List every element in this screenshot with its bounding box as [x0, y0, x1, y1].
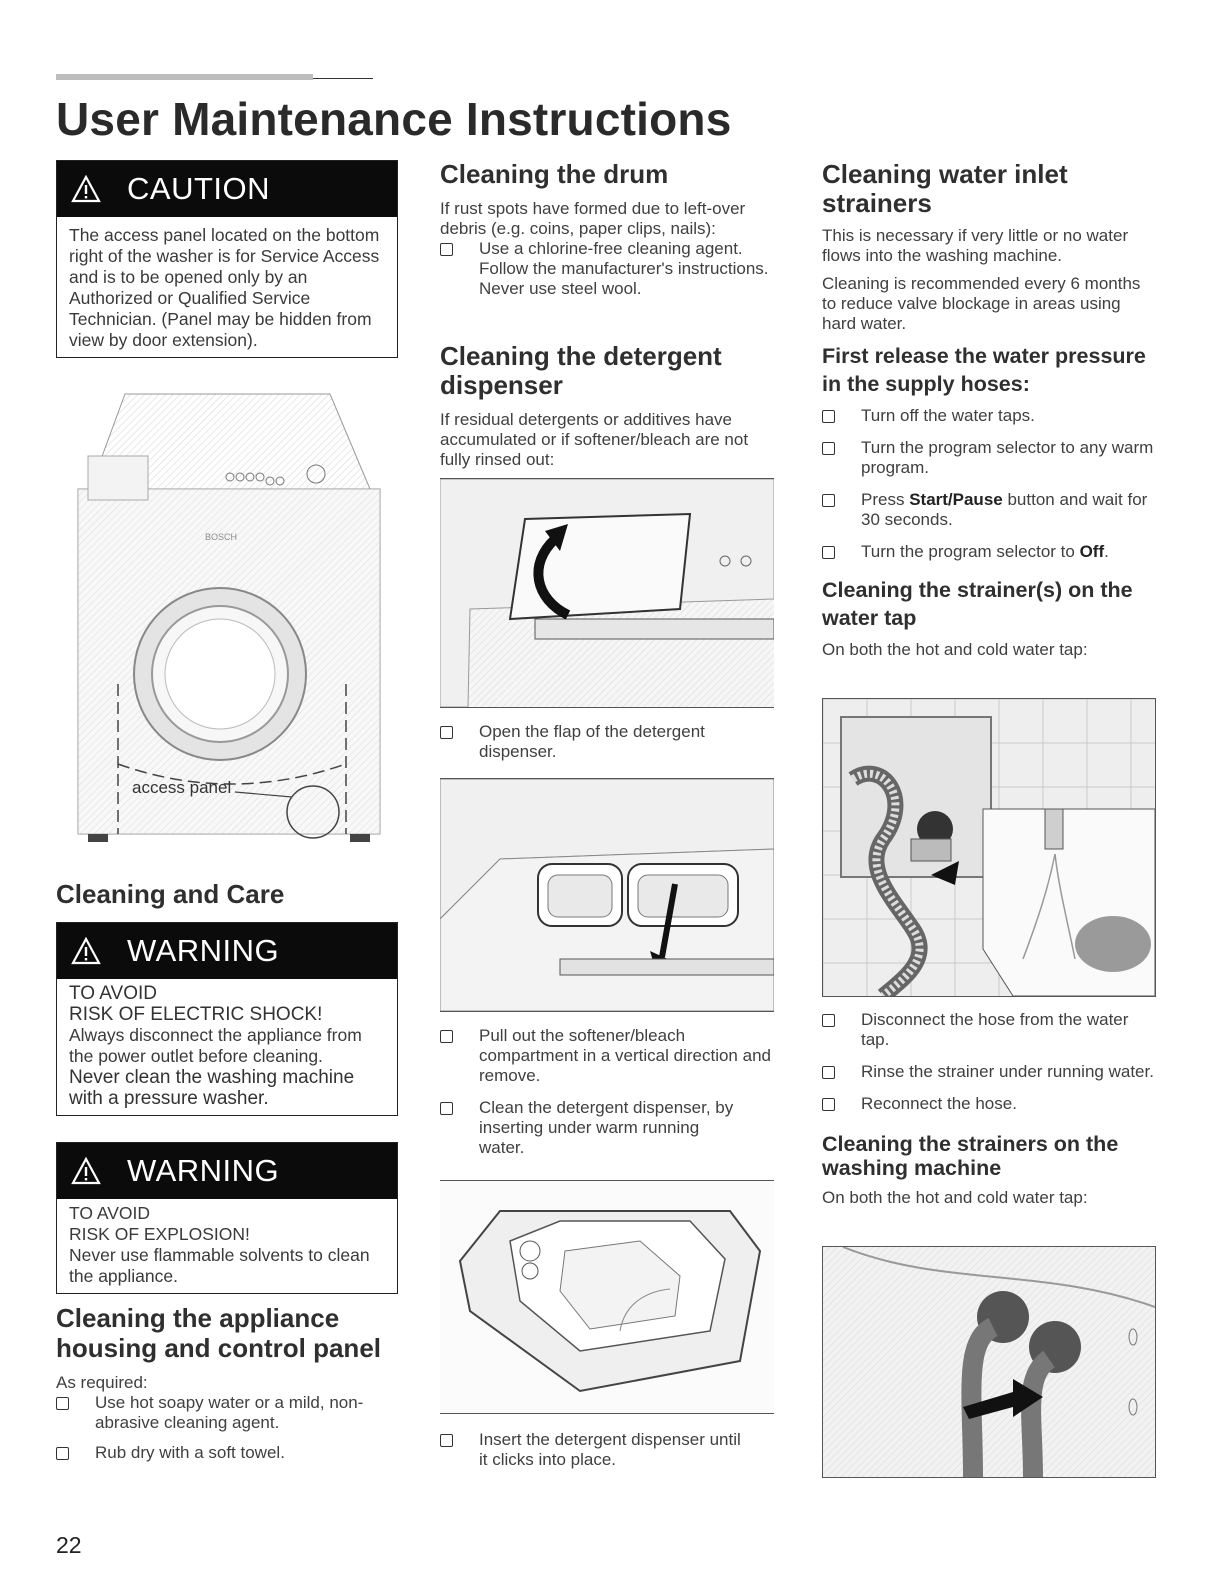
list-item: Disconnect the hose from the water tap.: [822, 1010, 1158, 1050]
checkbox-bullet-icon: [440, 726, 453, 739]
drum-section: [440, 160, 776, 299]
warning-electric-line2: RISK OF ELECTRIC SHOCK!: [69, 1004, 323, 1025]
cleaning-care-heading: Cleaning and Care: [56, 879, 285, 909]
header-rule-grey: [56, 74, 313, 80]
warning-electric-text2: Never clean the washing machine with a pressure washer.: [69, 1067, 355, 1109]
warning-electric-box: [56, 922, 398, 1116]
checkbox-bullet-icon: [440, 1434, 453, 1447]
machine-intro: On both the hot and cold water tap:: [822, 1188, 1088, 1207]
warning-explosion-text1: Never use flammable solvents to clean the appliance.: [69, 1245, 370, 1286]
page-number: 22: [56, 1532, 82, 1558]
housing-heading: Cleaning the appliance housing and control panel: [56, 1303, 381, 1363]
washer-illustration: [70, 384, 390, 854]
checkbox-bullet-icon: [822, 546, 835, 559]
list-item: Turn off the water taps.: [822, 406, 1158, 426]
checkbox-bullet-icon: [822, 494, 835, 507]
list-item: Reconnect the hose.: [822, 1094, 1158, 1114]
list-item: Use hot soapy water or a mild, non-abrasive cleaning agent.: [56, 1393, 401, 1433]
checkbox-bullet-icon: [440, 243, 453, 256]
caution-header: [57, 161, 397, 217]
list-item: Pull out the softener/bleach compartment in a vertical direction and remove.: [440, 1026, 776, 1086]
checkbox-bullet-icon: [822, 1014, 835, 1027]
warning-explosion-line2: RISK OF EXPLOSION!: [69, 1224, 250, 1244]
checkbox-bullet-icon: [822, 1066, 835, 1079]
list-item: Press Start/Pause button and wait for 30 seconds.: [822, 490, 1158, 530]
housing-section: [56, 1303, 401, 1463]
brand-logo: BOSCH: [205, 532, 238, 542]
inlet-p2: Cleaning is recommended every 6 months to reduce valve blockage in areas using hard water.: [822, 274, 1141, 333]
machine-heading: Cleaning the strainers on the washing machine: [822, 1132, 1119, 1180]
drum-heading: Cleaning the drum: [440, 159, 669, 189]
warning-electric-label: WARNING: [127, 933, 280, 968]
dispenser-step4: Insert the detergent dispenser until it clicks into place.: [440, 1430, 776, 1470]
drum-intro: If rust spots have formed due to left-over debris (e.g. coins, paper clips, nails):: [440, 199, 746, 238]
warning-electric-header: [57, 923, 397, 979]
inlet-p1: This is necessary if very little or no water flows into the washing machine.: [822, 226, 1129, 265]
figure-pull-out-compartment: [440, 778, 774, 1012]
warning-electric-text1: Always disconnect the appliance from the power outlet before cleaning.: [69, 1025, 362, 1066]
dispenser-section: [440, 342, 776, 470]
list-item: Clean the detergent dispenser, by inserting under warm running water.: [440, 1098, 776, 1158]
checkbox-bullet-icon: [56, 1397, 69, 1410]
warning-explosion-header: [57, 1143, 397, 1199]
dispenser-heading: Cleaning the detergent dispenser: [440, 341, 722, 400]
checkbox-bullet-icon: [822, 1098, 835, 1111]
warning-explosion-label: WARNING: [127, 1153, 280, 1188]
dispenser-step1: Open the flap of the detergent dispenser.: [440, 722, 776, 762]
list-item: Rub dry with a soft towel.: [56, 1443, 401, 1463]
list-item: Rinse the strainer under running water.: [822, 1062, 1158, 1082]
warning-electric-line1: TO AVOID: [69, 983, 157, 1004]
checkbox-bullet-icon: [440, 1030, 453, 1043]
warning-explosion-line1: TO AVOID: [69, 1203, 151, 1223]
list-item: Turn the program selector to Off.: [822, 542, 1158, 562]
warning-triangle-icon: [71, 175, 101, 203]
release-heading: First release the water pressure in the supply hoses:: [822, 344, 1146, 396]
tap-intro: On both the hot and cold water tap:: [822, 640, 1088, 659]
warning-triangle-icon: [71, 1157, 101, 1185]
figure-open-flap: [440, 478, 774, 708]
housing-intro: As required:: [56, 1373, 148, 1392]
list-item: Turn the program selector to any warm program.: [822, 438, 1158, 478]
figure-insert-dispenser: [440, 1180, 774, 1414]
caution-text: The access panel located on the bottom right of the washer is for Service Access and is to be opened only by an Authorized or Qualified Service Technician. (Panel may be hidden from view by door extension).: [69, 225, 380, 350]
access-panel-callout: access panel: [132, 778, 232, 797]
header-rule-line: [313, 78, 373, 79]
caution-box: [56, 160, 398, 358]
page-title: User Maintenance Instructions: [56, 93, 732, 145]
checkbox-bullet-icon: [56, 1447, 69, 1460]
inlet-heading: Cleaning water inlet strainers: [822, 159, 1068, 218]
figure-water-tap: [822, 698, 1156, 997]
warning-triangle-icon: [71, 937, 101, 965]
inlet-section: [822, 160, 1158, 660]
warning-explosion-box: [56, 1142, 398, 1294]
list-item: Use a chlorine-free cleaning agent. Follow the manufacturer's instructions. Never use steel wool.: [440, 239, 776, 299]
checkbox-bullet-icon: [822, 442, 835, 455]
dispenser-intro: If residual detergents or additives have accumulated or if softener/bleach are not fully rinsed out:: [440, 410, 749, 469]
dispenser-steps-2-3: [440, 1026, 776, 1158]
tap-heading: Cleaning the strainer(s) on the water tap: [822, 578, 1133, 630]
checkbox-bullet-icon: [822, 410, 835, 423]
caution-label: CAUTION: [127, 171, 270, 206]
tap-steps: [822, 1010, 1158, 1208]
figure-machine-strainers: [822, 1246, 1156, 1478]
checkbox-bullet-icon: [440, 1102, 453, 1115]
